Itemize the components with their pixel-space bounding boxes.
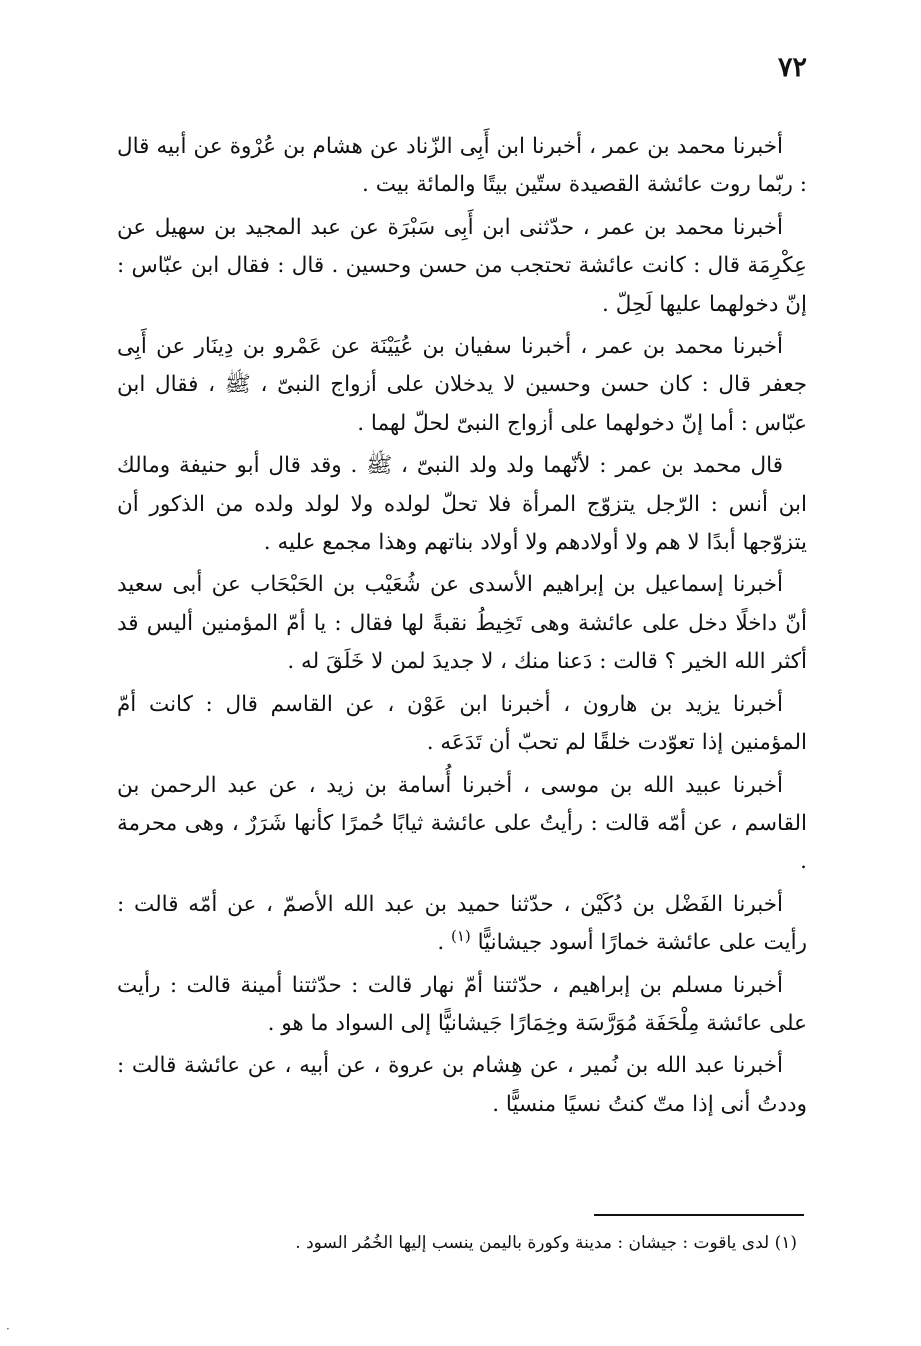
paragraph-text: أخبرنا الفَضْل بن دُكَيْن ، حدّثنا حميد بن عبد الله الأصمّ ، عن أمّه قالت : رأيت على عائشة خمارًا أسود جيشانيًّا [117,891,807,956]
footnote: (١) لدى ياقوت : جيشان : مدينة وكورة باليمن ينسب إليها الخُمُر السود . [295,1233,797,1253]
main-text [117,128,807,1124]
scan-speck: · [6,1322,10,1336]
paragraph: أخبرنا إسماعيل بن إبراهيم الأسدى عن شُعَيْب بن الحَبْحَاب عن أبى سعيد أنّ داخلًا دخل على عائشة وهى تَخِيطُ نقبةً لها فقال : يا أمّ المؤمنين أليس قد أكثر الله الخير ؟ قالت : دَعنا منك ، لا جديدَ لمن لا خَلَقَ له . [117,572,807,675]
paragraph: أخبرنا عبيد الله بن موسى ، أخبرنا أُسامة بن زيد ، عن عبد الرحمن بن القاسم ، عن أمّه قالت : رأيتُ على عائشة ثيابًا حُمرًا كأنها شَرَرٌ ، وهى محرمة . [117,772,807,875]
footnote-reference: (١) [450,926,471,945]
paragraph-end: . [437,930,451,956]
paragraph: أخبرنا مسلم بن إبراهيم ، حدّثتنا أمّ نهار قالت : حدّثتنا أمينة قالت : رأيت على عائشة مِلْحَفَة مُوَرَّسَة وخِمَارًا جَيشانيًّا إلى السواد ما هو . [117,972,807,1036]
paragraph: أخبرنا محمد بن عمر ، أخبرنا سفيان بن عُيَيْنَة عن عَمْرو بن دِينَار عن أَبِى جعفر قال : كان حسن وحسين لا يدخلان على أزواج النبىّ ، ﷺ ، فقال ابن عبّاس : أما إنّ دخولهما على أزواج النبىّ لحلّ لهما . [117,334,807,436]
paragraph-with-footnote [117,886,807,963]
footnote-divider [594,1214,804,1216]
paragraph: أخبرنا يزيد بن هارون ، أخبرنا ابن عَوْن ، عن القاسم قال : كانت أمّ المؤمنين إذا تعوّدت خلقًا لم تحبّ أن تَدَعَه . [117,691,807,756]
page-number: ٧٢ [777,52,807,83]
paragraph: أخبرنا عبد الله بن نُمير ، عن هِشام بن عروة ، عن أبيه ، عن عائشة قالت : وددتُ أنى إذا متّ كنتُ نسيًا منسيًّا . [117,1053,807,1117]
paragraph: قال محمد بن عمر : لأنّهما ولد ولد النبىّ ، ﷺ . وقد قال أبو حنيفة ومالك ابن أنس : الرّجل يتزوّج المرأة فلا تحلّ لولده ولا لولد ولده من الذكور أن يتزوّجها أبدًا لا هم ولا أولادهم ولا أولاد بناتهم وهذا مجمع عليه . [117,453,807,556]
paragraph: أخبرنا محمد بن عمر ، أخبرنا ابن أَبِى الزّناد عن هشام بن عُرْوة عن أبيه قال : ربّما روت عائشة القصيدة ستّين بيتًا والمائة بيت . [117,134,807,198]
paragraph: أخبرنا محمد بن عمر ، حدّثنى ابن أَبِى سَبْرَة عن عبد المجيد بن سهيل عن عِكْرِمَة قال : كانت عائشة تحتجب من حسن وحسين . قال : فقال ابن عبّاس : إنّ دخولهما عليها لَحِلّ . [117,214,807,317]
